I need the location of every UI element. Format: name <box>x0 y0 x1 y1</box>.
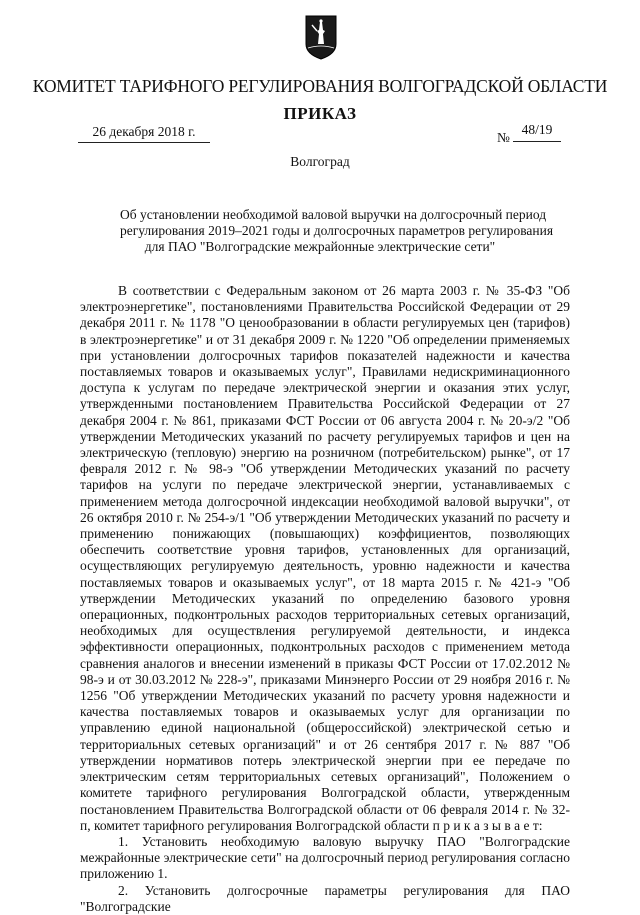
order-number-block <box>513 122 561 142</box>
date-underline <box>78 142 210 143</box>
city: Волгоград <box>290 154 350 169</box>
order-title <box>120 207 554 255</box>
number-sign: № <box>497 130 510 145</box>
preamble-paragraph: В соответствии с Федеральным законом от 26 марта 2003 г. № 35-ФЗ "Об электроэнергетике", постановлениями Правительства Российской Федерации от 29 декабря 2011 г. № 1178 "О ценообразовании в области регулируемых цен (тарифов) в электроэнергетике" и от 31 декабря 2009 г. № 1220 "Об определении применяемых при установлении долгосрочных тарифов показателей надежности и качества поставляемых товаров и оказываемых услуг", Правилами недискриминационного доступа к услугам по передаче электрической энергии и оказания этих услуг, утвержденными постановлением Правительства Российской Федерации от 27 декабря 2004 г. № 861, приказами ФСТ России от 06 августа 2004 г. № 20-э/2 "Об утверждении Методических указаний по расчету регулируемых тарифов и цен на электрическую (тепловую) энергию на розничном (потребительском) рынке", от 17 февраля 2012 г. № 98-э "Об утверждении Методических указаний по расчету тарифов на услуги по передаче электрической энергии, устанавливаемых с применением метода долгосрочной индексации необходимой валовой выручки", от 26 октября 2010 г. № 254-э/1 "Об утверждении Методических указаний по расчету и применению понижающих (повышающих) коэффициентов, позволяющих обеспечить соответствие уровня тарифов, установленных для организаций, осуществляющих регулируемую деятельность, уровню надежности и качества поставляемых товаров и оказываемых услуг", от 18 марта 2015 г. № 421-э "Об утверждении Методических указаний по определению базового уровня операционных, подконтрольных расходов территориальных сетевых организаций, необходимых для осуществления регулируемой деятельности, и индекса эффективности операционных, подконтрольных расходов с применением метода сравнения аналогов и внесении изменений в приказы ФСТ России от 17.02.2012 № 98-э и от 30.03.2012 № 228-э", приказами Минэнерго России от 29 ноября 2016 г. № 1256 "Об утверждении Методических указаний по расчету уровня надежности и качества поставляемых товаров и оказываемых услуг для организации по управлению единой национальной (общероссийской) электрической сетью и территориальных сетевых организаций" и от 26 сентября 2017 г. № 887 "Об утверждении нормативов потерь электрической энергии при ее передаче по электрическим сетям территориальных сетевых организаций", Положением о комитете тарифного регулирования Волгоградской области, утвержденным постановлением Правительства Волгоградской области от 06 февраля 2014 г. № 32-п, комитет тарифного регулирования Волгоградской области п р и к а з ы в а е т: <box>80 283 570 833</box>
title-line: Об установлении необходимой валовой выручки на долгосрочный период <box>120 207 547 222</box>
title-line: регулирования 2019–2021 годы и долгосрочных параметров регулирования <box>120 223 554 238</box>
order-number: 48/19 <box>521 122 553 137</box>
document-type: ПРИКАЗ <box>283 104 357 123</box>
order-date: 26 декабря 2018 г. <box>92 124 196 139</box>
committee-name: КОМИТЕТ ТАРИФНОГО РЕГУЛИРОВАНИЯ ВОЛГОГРАДСКОЙ ОБЛАСТИ <box>32 76 608 96</box>
clause-2-paragraph: 2. Установить долгосрочные параметры регулирования для ПАО "Волгоградские <box>80 882 570 914</box>
title-line: для ПАО "Волгоградские межрайонные электрические сети" <box>144 239 496 254</box>
number-underline <box>513 141 561 142</box>
clause-1-paragraph: 1. Установить необходимую валовую выручку ПАО "Волгоградские межрайонные электрические сети" на долгосрочный период регулирования согласно приложению 1. <box>80 833 570 882</box>
order-body <box>80 283 570 915</box>
coat-of-arms-icon <box>304 14 338 60</box>
order-date-block <box>78 124 210 143</box>
